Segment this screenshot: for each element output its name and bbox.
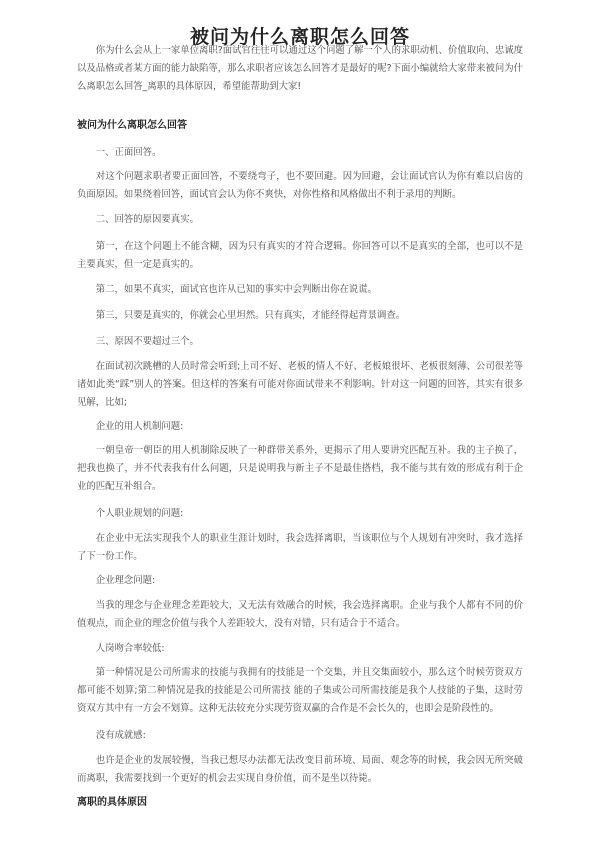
point-heading-2: 二、回答的原因要真实。 <box>95 214 199 225</box>
no-achievement-paragraph: 也许是企业的发展较慢，当我已想尽办法都无法改变目前环境、局面、观念等的时候，我会因无所突破而离职，我需要找到一个更好的机会去实现自身价值，而不是坐以待毙。 <box>77 755 523 784</box>
intro-paragraph: 你为什么会从上一家单位离职?面试官往往可以通过这个问题了解一个人的求职动机、价值取向、忠诚度以及品格或者某方面的能力缺陷等，那么求职者应该怎么回答才是最好的呢?下面小编就给大家带来被问为什么离职怎么回答_离职的具体原因，希望能帮助到大家! <box>77 45 523 92</box>
point-heading-1: 一、正面回答。 <box>95 147 162 158</box>
point-2-first-paragraph: 第一，在这个问题上不能含糊，因为只有真实的才符合逻辑。你回答可以不是真实的全部，也可以不是主要真实，但一定是真实的。 <box>77 241 523 270</box>
section-heading-specific-reasons: 离职的具体原因 <box>77 797 147 808</box>
point-3-paragraph: 在面试初次跳槽的人员时常会听到;上司不好、老板的情人不好、老板娘很坏、老板很刻薄、公司很差等诸如此类“踩”别人的答案。但这样的答案有可能对你面试带来不利影响。针对这一问题的回答，其实有很多见解，比如; <box>77 361 523 408</box>
point-2-third-paragraph: 第三，只要是真实的，你就会心里坦然。只有真实，才能经得起背景调查。 <box>95 310 406 321</box>
subheading-career-planning: 个人职业规划的问题: <box>95 508 184 519</box>
corporate-philosophy-paragraph: 当我的理念与企业理念差距较大，又无法有效融合的时候，我会选择离职。企业与我个人都有不同的价值观点，而企业的理念价值与我个人差距较大，没有对错，只有适合于不适合。 <box>77 600 523 629</box>
point-heading-3: 三、原因不要超过三个。 <box>95 336 199 347</box>
career-planning-paragraph: 在企业中无法实现我个人的职业生涯计划时，我会选择离职，当该职位与个人规划有冲突时，我才选择了下一份工作。 <box>77 533 523 562</box>
page-title: 被问为什么离职怎么回答 <box>189 26 410 48</box>
point-1-paragraph: 对这个问题求职者要正面回答，不要绕弯子，也不要回避。因为回避，会让面试官认为你有难以启齿的负面原因。如果绕着回答，面试官会认为你不爽快，对你性格和风格做出不利于录用的判断。 <box>77 171 523 200</box>
subheading-no-achievement: 没有成就感: <box>95 730 146 741</box>
subheading-job-fit: 人岗吻合率较低: <box>95 643 165 654</box>
point-2-second-paragraph: 第二，如果不真实，面试官也许从已知的事实中会判断出你在说谎。 <box>95 284 378 295</box>
job-fit-paragraph: 第一种情况是公司所需求的技能与我拥有的技能是一个交集，并且交集面较小，那么这个时候劳资双方都可能不划算;第二种情况是我的技能是公司所需技 能的子集或公司所需技能是我个人技能的子集，这时劳资双方其中有一方会不划算。这种无法较充分实现劳资双赢的合作是不会长久的，也即会是阶段性的。 <box>77 667 523 714</box>
section-heading-how-to-answer: 被问为什么离职怎么回答 <box>77 120 187 131</box>
subheading-employment-mechanism: 企业的用人机制问题: <box>95 421 184 432</box>
employment-mechanism-paragraph: 一朝皇帝一朝臣的用人机制除反映了一种群带关系外，更揭示了用人要讲究匹配互补。我的主子换了，把我也换了，并不代表我有什么问题，只是说明我与新主子不是最佳搭档，我不能与其有效的形成有利于企业的匹配互补组合。 <box>77 445 523 492</box>
subheading-corporate-philosophy: 企业理念问题: <box>95 575 156 586</box>
